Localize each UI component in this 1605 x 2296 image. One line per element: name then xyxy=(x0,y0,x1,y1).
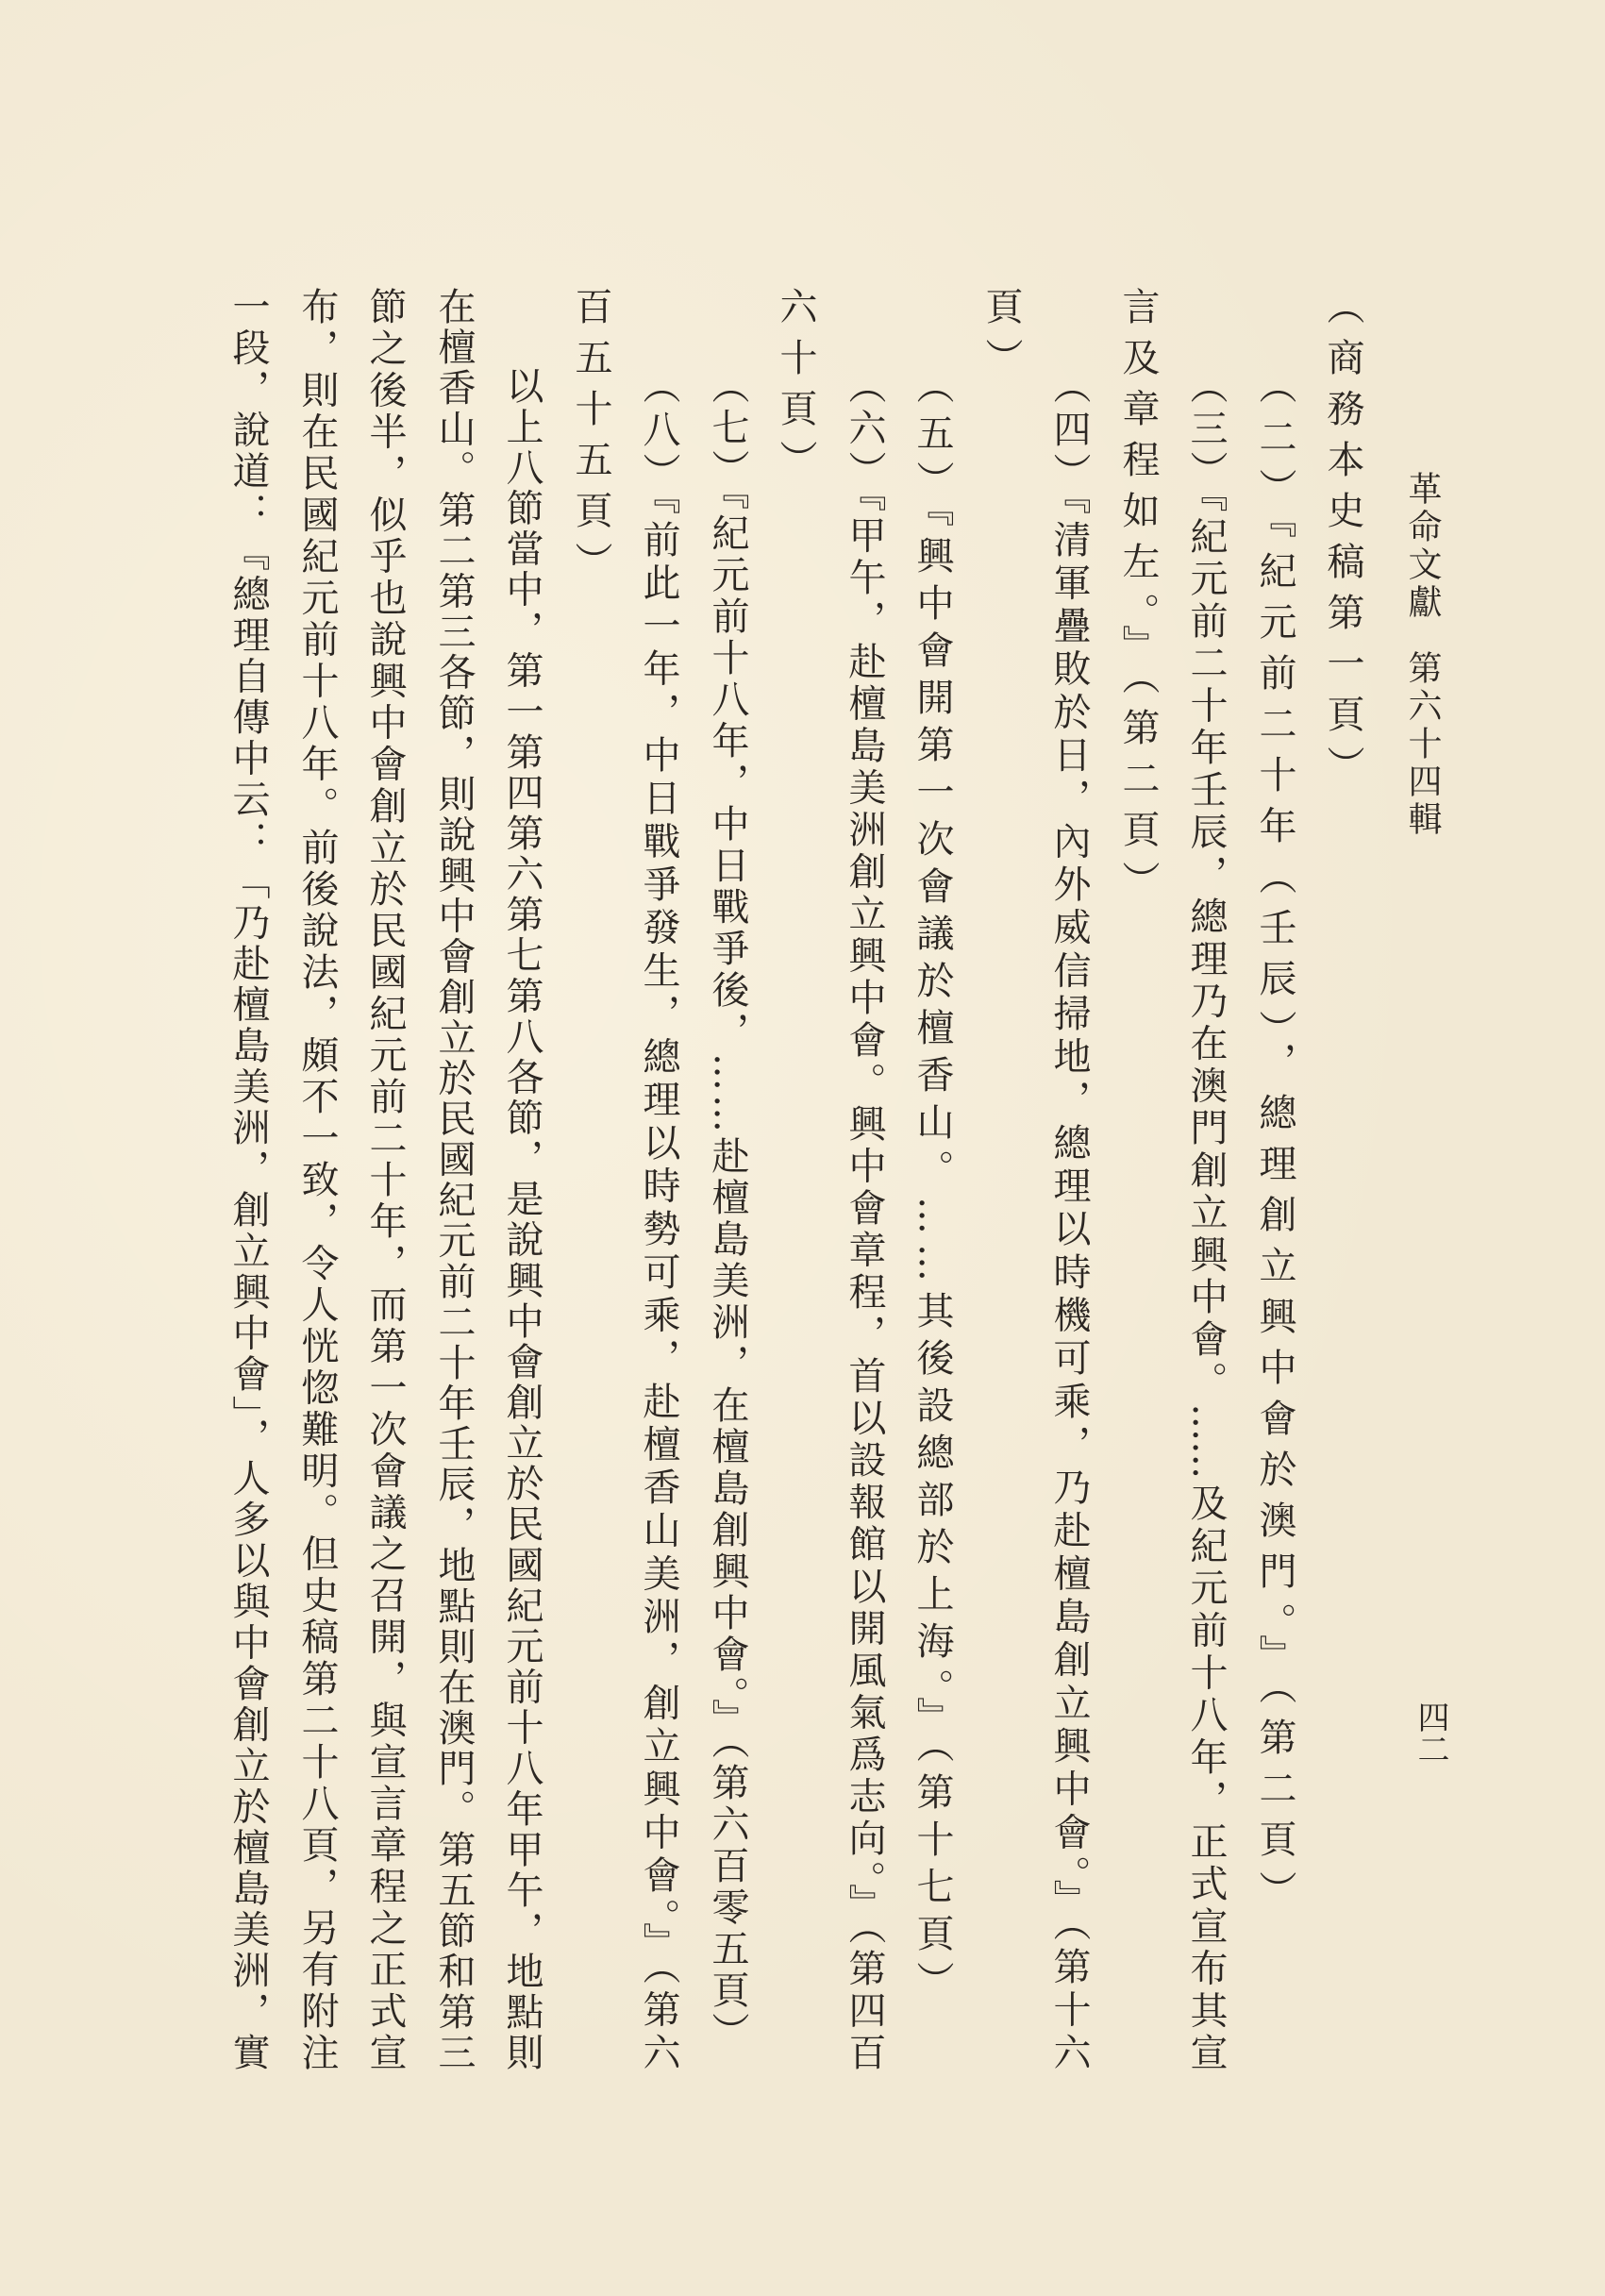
volume-number: 第六十四輯 xyxy=(1403,650,1442,839)
text-column: （八）『前此一年，中日戰爭發生，總理以時勢可乘，赴檀香山美洲，創立興中會。』（第六 xyxy=(637,366,680,2070)
text-column: （五）『興中會開第一次會議於檀香山。……其後設總部於上海。』（第十七頁） xyxy=(911,366,954,2008)
text-column: 以上八節當中，第一第四第六第七第八各節，是說興中會創立於民國紀元前十八年甲午，地點則 xyxy=(500,366,543,2070)
text-column: 在檀香山。第二第三各節，則說興中會創立於民國紀元前二十年壬辰，地點則在澳門。第五節和第三 xyxy=(432,287,476,2070)
page-number: 四二 xyxy=(1412,1701,1449,1765)
text-column: （六）『甲午，赴檀島美洲創立興中會。興中會章程，首以設報館以開風氣爲志向。』（第四百 xyxy=(843,366,886,2070)
text-column: （七）『紀元前十八年，中日戰爭後，……赴檀島美洲，在檀島創興中會。』（第六百零五頁） xyxy=(706,366,749,2053)
text-column: 一段，說道：『總理自傳中云：「乃赴檀島美洲，創立興中會」，人多以與中會創立於檀島美洲，實 xyxy=(226,287,270,2070)
text-column: （四）『清軍疊敗於日，內外威信掃地，總理以時機可乘，乃赴檀島創立興中會。』（第十六 xyxy=(1047,366,1091,2070)
text-column: 言及章程如左。』（第二頁） xyxy=(1116,287,1160,912)
text-column: 節之後半，似乎也說興中會創立於民國紀元前二十年，而第一次會議之召開，與宣言章程之正式宣 xyxy=(363,287,407,2070)
text-column: 頁） xyxy=(979,287,1023,389)
text-column: 六十頁） xyxy=(774,287,817,491)
text-column: （商務本史稿第一頁） xyxy=(1321,287,1364,796)
text-column: （二）『紀元前二十年（壬辰），總理創立興中會於澳門。』（第二頁） xyxy=(1253,366,1296,1921)
running-header xyxy=(1401,471,1443,839)
text-column: （三）『紀元前二十年壬辰，總理乃在澳門創立興中會。……及紀元前十八年，正式宣布其宣 xyxy=(1184,366,1228,2070)
text-column: 布，則在民國紀元前十八年。前後說法，頗不一致，令人恍惚難明。但史稿第二十八頁，另有附注 xyxy=(295,287,339,2070)
book-title: 革命文獻 xyxy=(1403,471,1442,622)
text-column: 百五十五頁） xyxy=(569,287,612,593)
